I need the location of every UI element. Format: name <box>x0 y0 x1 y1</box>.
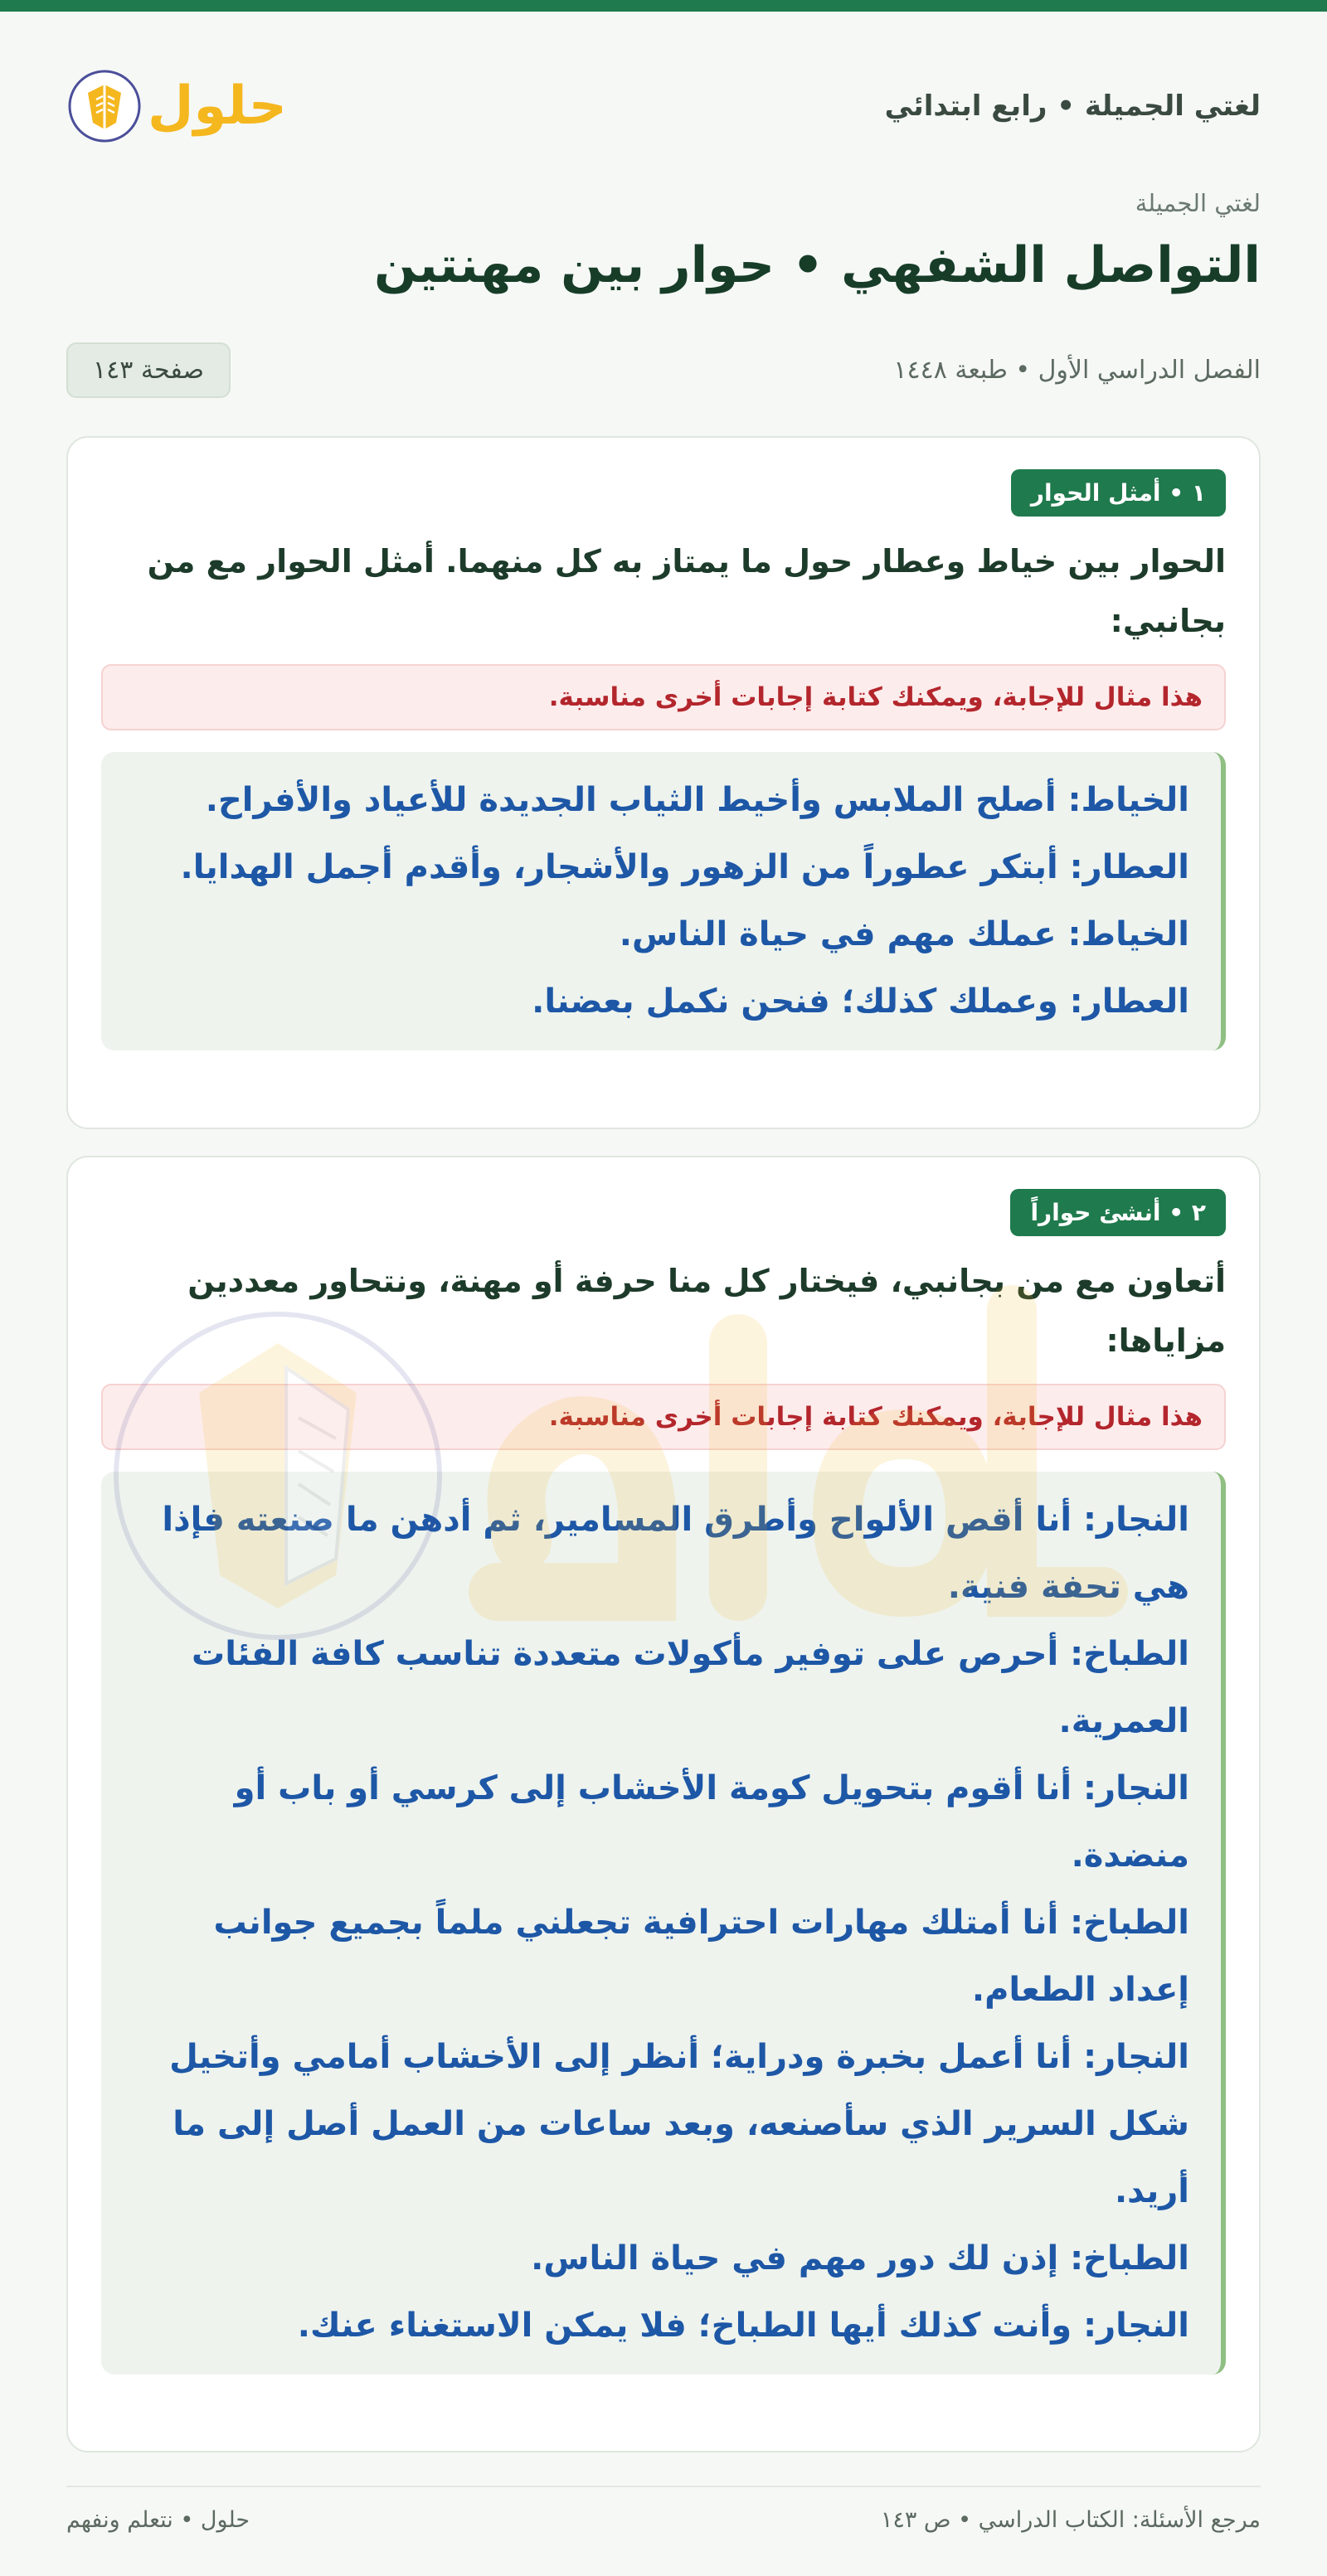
logo-text: حلول <box>148 75 287 137</box>
exercise-card-2 <box>66 1156 1261 2452</box>
dialogue-line: الطباخ: أحرص على توفير مأكولات متعددة تناسب كافة الفئات العمرية. <box>192 1635 1189 1740</box>
answer-note: هذا مثال للإجابة، ويمكنك كتابة إجابات أخرى مناسبة. <box>101 1384 1226 1450</box>
dialogue-line: النجار: أنا أقص الألواح وأطرق المسامير، ثم أدهن ما صنعته فإذا هي تحفة فنية. <box>162 1501 1189 1606</box>
page-number-badge: صفحة ١٤٣ <box>66 342 231 398</box>
answer-box <box>101 752 1226 1050</box>
site-logo[interactable] <box>66 68 287 144</box>
dialogue-line: الخياط: عملك مهم في حياة الناس. <box>619 915 1189 953</box>
exercise-question: أتعاون مع من بجانبي، فيختار كل منا حرفة أو مهنة، ونتحاور معددين مزاياها: <box>187 1263 1226 1359</box>
exercise-question: الحوار بين خياط وعطار حول ما يمتاز به كل منهما. أمثل الحوار مع من بجانبي: <box>147 543 1226 639</box>
exercise-tag: ٢ • أنشئ حواراً <box>1010 1189 1226 1236</box>
dialogue-line: النجار: أنا أعمل بخبرة ودراية؛ أنظر إلى الأخشاب أمامي وأتخيل شكل السرير الذي سأصنعه، وبعد ساعات من العمل أصل إلى ما أريد. <box>169 2038 1189 2210</box>
answer-box <box>101 1472 1226 2375</box>
book-logo-icon <box>66 68 143 144</box>
dialogue-line: العطار: وعملك كذلك؛ فنحن نكمل بعضنا. <box>532 982 1189 1021</box>
page-footer <box>66 2507 1261 2533</box>
dialogue-line: الطباخ: إذن لك دور مهم في حياة الناس. <box>531 2239 1189 2278</box>
subject-label: لغتي الجميلة <box>1135 189 1261 217</box>
dialogue-line: النجار: أنا أقوم بتحويل كومة الأخشاب إلى كرسي أو باب أو منضدة. <box>234 1769 1189 1875</box>
footer-reference: مرجع الأسئلة: الكتاب الدراسي • ص ١٤٣ <box>880 2507 1261 2533</box>
exercise-card-1 <box>66 436 1261 1129</box>
page-title: التواصل الشفهي • حوار بين مهنتين <box>374 236 1261 294</box>
exercise-tag: ١ • أمثل الحوار <box>1011 469 1226 517</box>
dialogue-line: العطار: أبتكر عطوراً من الزهور والأشجار، وأقدم أجمل الهدايا. <box>180 848 1189 886</box>
dialogue-line: الخياط: أصلح الملابس وأخيط الثياب الجديدة للأعياد والأفراح. <box>205 781 1189 819</box>
answer-note: هذا مثال للإجابة، ويمكنك كتابة إجابات أخرى مناسبة. <box>101 664 1226 730</box>
page-header <box>66 56 1261 156</box>
dialogue-line: النجار: وأنت كذلك أيها الطباخ؛ فلا يمكن الاستغناء عنك. <box>297 2307 1189 2345</box>
meta-row <box>66 340 1261 400</box>
term-label: الفصل الدراسي الأول • طبعة ١٤٤٨ <box>893 355 1261 385</box>
top-accent-bar <box>0 0 1327 12</box>
header-title: لغتي الجميلة • رابع ابتدائي <box>884 90 1261 123</box>
footer-divider <box>66 2486 1261 2487</box>
footer-brand: حلول • نتعلم ونفهم <box>66 2507 250 2533</box>
dialogue-line: الطباخ: أنا أمتلك مهارات احترافية تجعلني ملماً بجميع جوانب إعداد الطعام. <box>213 1904 1189 2009</box>
